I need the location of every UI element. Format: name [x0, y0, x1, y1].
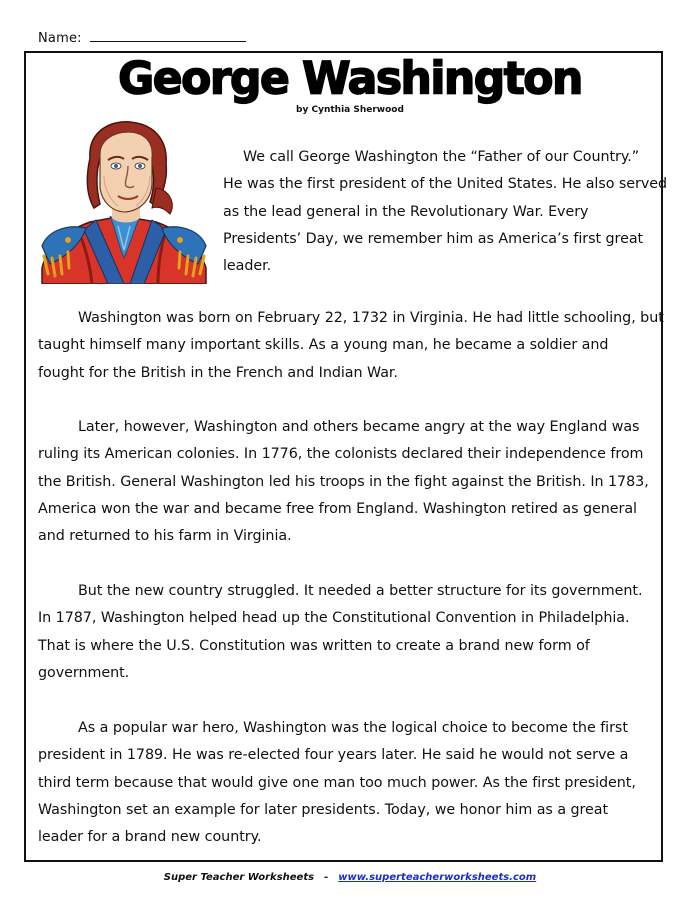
paragraph-line: Washington set an example for later presidents. Today, we honor him as a great: [38, 801, 609, 818]
paragraph-line: the British. General Washington led his troops in the fight against the British. In 1783,: [38, 473, 649, 490]
paragraph-line: But the new country struggled. It needed a better structure for its government.: [78, 583, 643, 599]
name-blank-line[interactable]: [90, 30, 246, 42]
paragraph-5: [38, 715, 662, 851]
footer-website-link[interactable]: www.superteacherworksheets.com: [338, 872, 537, 883]
paragraph-line: In 1787, Washington helped head up the Constitutional Convention in Philadelphia.: [38, 610, 630, 627]
paragraph-line: As a popular war hero, Washington was the logical choice to become the first: [78, 720, 628, 736]
paragraph-line: That is where the U.S. Constitution was written to create a brand new form of: [38, 637, 590, 654]
page-title: George Washington: [118, 52, 582, 105]
byline: by Cynthia Sherwood: [296, 105, 404, 115]
name-label: Name:: [38, 31, 87, 46]
paragraph-line: Later, however, Washington and others became angry at the way England was: [78, 419, 640, 435]
paragraph-line: as the lead general in the Revolutionary War. Every: [223, 203, 589, 220]
paragraph-line: leader.: [223, 258, 272, 275]
paragraph-line: and returned to his farm in Virginia.: [38, 528, 292, 545]
paragraph-line: We call George Washington the “Father of our Country.”: [243, 149, 640, 165]
paragraph-line: He was the first president of the United States. He also served: [223, 176, 668, 193]
paragraph-4: [38, 578, 662, 687]
footer: [0, 872, 700, 883]
paragraph-line: taught himself many important skills. As a young man, he became a soldier and: [38, 337, 609, 354]
paragraph-line: fought for the British in the French and Indian War.: [38, 364, 398, 381]
paragraph-3: [38, 414, 662, 550]
george-washington-portrait: [38, 118, 210, 284]
footer-separator: -: [324, 872, 329, 883]
paragraph-line: government.: [38, 664, 130, 681]
footer-publisher: Super Teacher Worksheets: [163, 872, 315, 883]
paragraph-line: leader for a brand new country.: [38, 829, 262, 846]
paragraph-2: [38, 305, 662, 387]
paragraph-line: Washington was born on February 22, 1732 in Virginia. He had little schooling, but: [78, 310, 664, 326]
name-field[interactable]: [38, 30, 246, 46]
paragraph-line: Presidents’ Day, we remember him as America’s first great: [223, 230, 644, 247]
paragraph-line: America won the war and became free from England. Washington retired as general: [38, 500, 637, 517]
paragraph-line: president in 1789. He was re-elected four years later. He said he would not serve a: [38, 747, 629, 764]
paragraph-1: [223, 144, 668, 280]
paragraph-line: ruling its American colonies. In 1776, the colonists declared their independence from: [38, 446, 644, 463]
paragraph-line: third term because that would give one man too much power. As the first president,: [38, 774, 636, 791]
